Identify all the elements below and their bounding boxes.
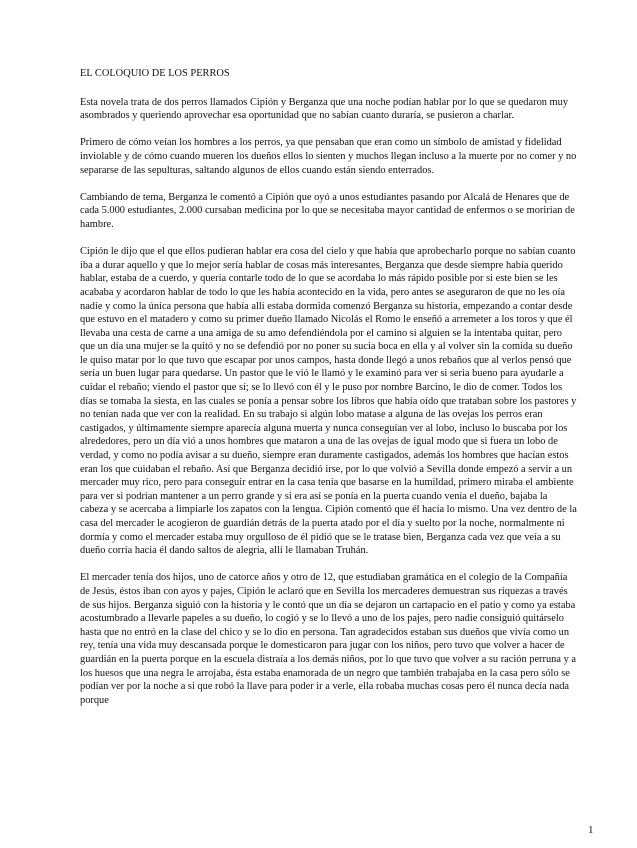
page-number: 1 <box>588 824 594 836</box>
paragraph-merchant: El mercader tenía dos hijos, uno de catorce años y otro de 12, que estudiaban gramática en el colegio de la Compañía de Jesús, éstos iban con ayos y pajes, Cipión le aclaró que en Sevilla los mercaderes demuestran sus riquezas a través de sus hijos. Berganza siguió con la historia y le contó que un día se dejaron un cartapacio en el patio y como ya estaba acostumbrado a llevarle papeles a su dueño, lo cogió y se lo llevó a uno de los pajes, pero nadie consiguió quitárselo hasta que no entró en la clase del chico y se lo dio en persona. Tan agradecidos estaban sus dueños que vivía como un rey, tenía una vida muy descansada porque le domesticaron para jugar con los niños, pero tuvo que volver a hacer de guardián en la puerta porque en la escuela distraía a los demás niños, por lo que tuvo que volver a su ración perruna y a los huesos que una negra le arrojaba, ésta estaba enamorada de un negro que también trabajaba en la casa pero sólo se podían ver por la noche a si que robó la llave para poder ir a verle, ella robaba muchas cosas pero él nunca decía nada porque <box>80 572 576 706</box>
paragraph-students: Cambiando de tema, Berganza le comentó a Cipión que oyó a unos estudiantes pasando por Alcalá de Henares que de cada 5.000 estudiantes, 2.000 cursaban medicina por lo que se necesitaba mayor cantidad de enfermos o se morirían de hambre. <box>80 191 575 230</box>
document-title: EL COLOQUIO DE LOS PERROS <box>80 68 230 79</box>
paragraph-men-and-dogs: Primero de cómo veían los hombres a los perros, ya que pensaban que eran como un símbolo de amistad y fidelidad inviolable y de cómo cuando mueren los dueños ellos lo sienten y muchos llegan incluso a la muerte por no comer y no separarse de las sepulturas, saltando algunos de ellos cuando están siendo enterrados. <box>80 137 577 176</box>
page-content <box>80 67 578 721</box>
paragraph-intro: Esta novela trata de dos perros llamados Cipión y Berganza que una noche podían hablar por lo que se quedaron muy asombrados y queriendo aprovechar esa oportunidad que no sabían cuanto duraría, se pusieron a charlar. <box>80 96 569 122</box>
paragraph-berganza-story: Cipión le dijo que el que ellos pudieran hablar era cosa del cielo y que había que aprobecharlo porque no sabían cuanto iba a durar aquello y que lo mejor sería hablar de cosas más interesantes, Berganza que desde siempre había querido hablar, estaba de a cuerdo, y quería contarle todo de lo que se acordaba lo más rápido posible por si este bien se les acababa y acordaron hablar de todo lo que les había acontecido en la vida, pero antes se aseguraron de que no les oía nadie y como la única persona que había allí estaba dormida comenzó Berganza su historia, empezando a contar desde que estuvo en el matadero y como su primer dueño llamado Nicolás el Romo le enseñó a arremeter a los toros y que él llevaba una cesta de carne a una amiga de su amo defendiéndola por el camino si alguien se la intentaba quitar, pero que un día una mujer se la quitó y no se defendió por no poner su sucia boca en ella y al volver sin la comida su dueño le quiso matar por lo que tuvo que escapar por unos campos, hasta donde llegó a unos rebaños que al verlos pensó que sería un buen lugar para quedarse. Un pastor que le vió le llamó y le examinó para ver si seria bueno para ayudarle a cuidar el rebaño; viendo el pastor que sí; se lo llevó con él y le puso por nombre Barcino, le dio de comer. Todos los días se tomaba la siesta, en las cuales se ponía a pensar sobre los libros que había oído que trataban sobre los pastores y no tenían nada que ver con la realidad. En su trabajo si algún lobo matase a alguna de las ovejas los perros eran castigados, y últimamente siempre aparecía alguna muerta y nunca conseguían ver al lobo, incluso lo buscaba por los alrededores, pero un día vió a unos hombres que mataron a una de las ovejas de igual modo que si fuera un lobo de verdad, y como no podía avisar a su dueño, siempre eran duramente castigados, además los hombres que hacían estos eran los que cuidaban el rebaño. Así que Berganza decidió irse, por lo que volvió a Sevilla donde empezó a servir a un mercader muy rico, pero para conseguir entrar en la casa tenía que basarse en la humildad, primero miraba el ambiente para ver si podrían mantener a un perro grande y si era así se ponía en la puerta cuando venía el dueño, bajaba la cabeza y se acercaba a limpiarle los zapatos con la lengua. Cipión comentó que él hacía lo mismo. Una vez dentro de la casa del mercader le acogieron de guardián detrás de la puerta atado por el día y suelto por la noche, normalmente ni dormía y como el mercader estaba muy orgulloso de él pidió que se le tratase bien, Berganza cada vez que veía a su dueño corría hacia él dando saltos de alegría, allí le llamaban Truhán. <box>80 246 577 557</box>
